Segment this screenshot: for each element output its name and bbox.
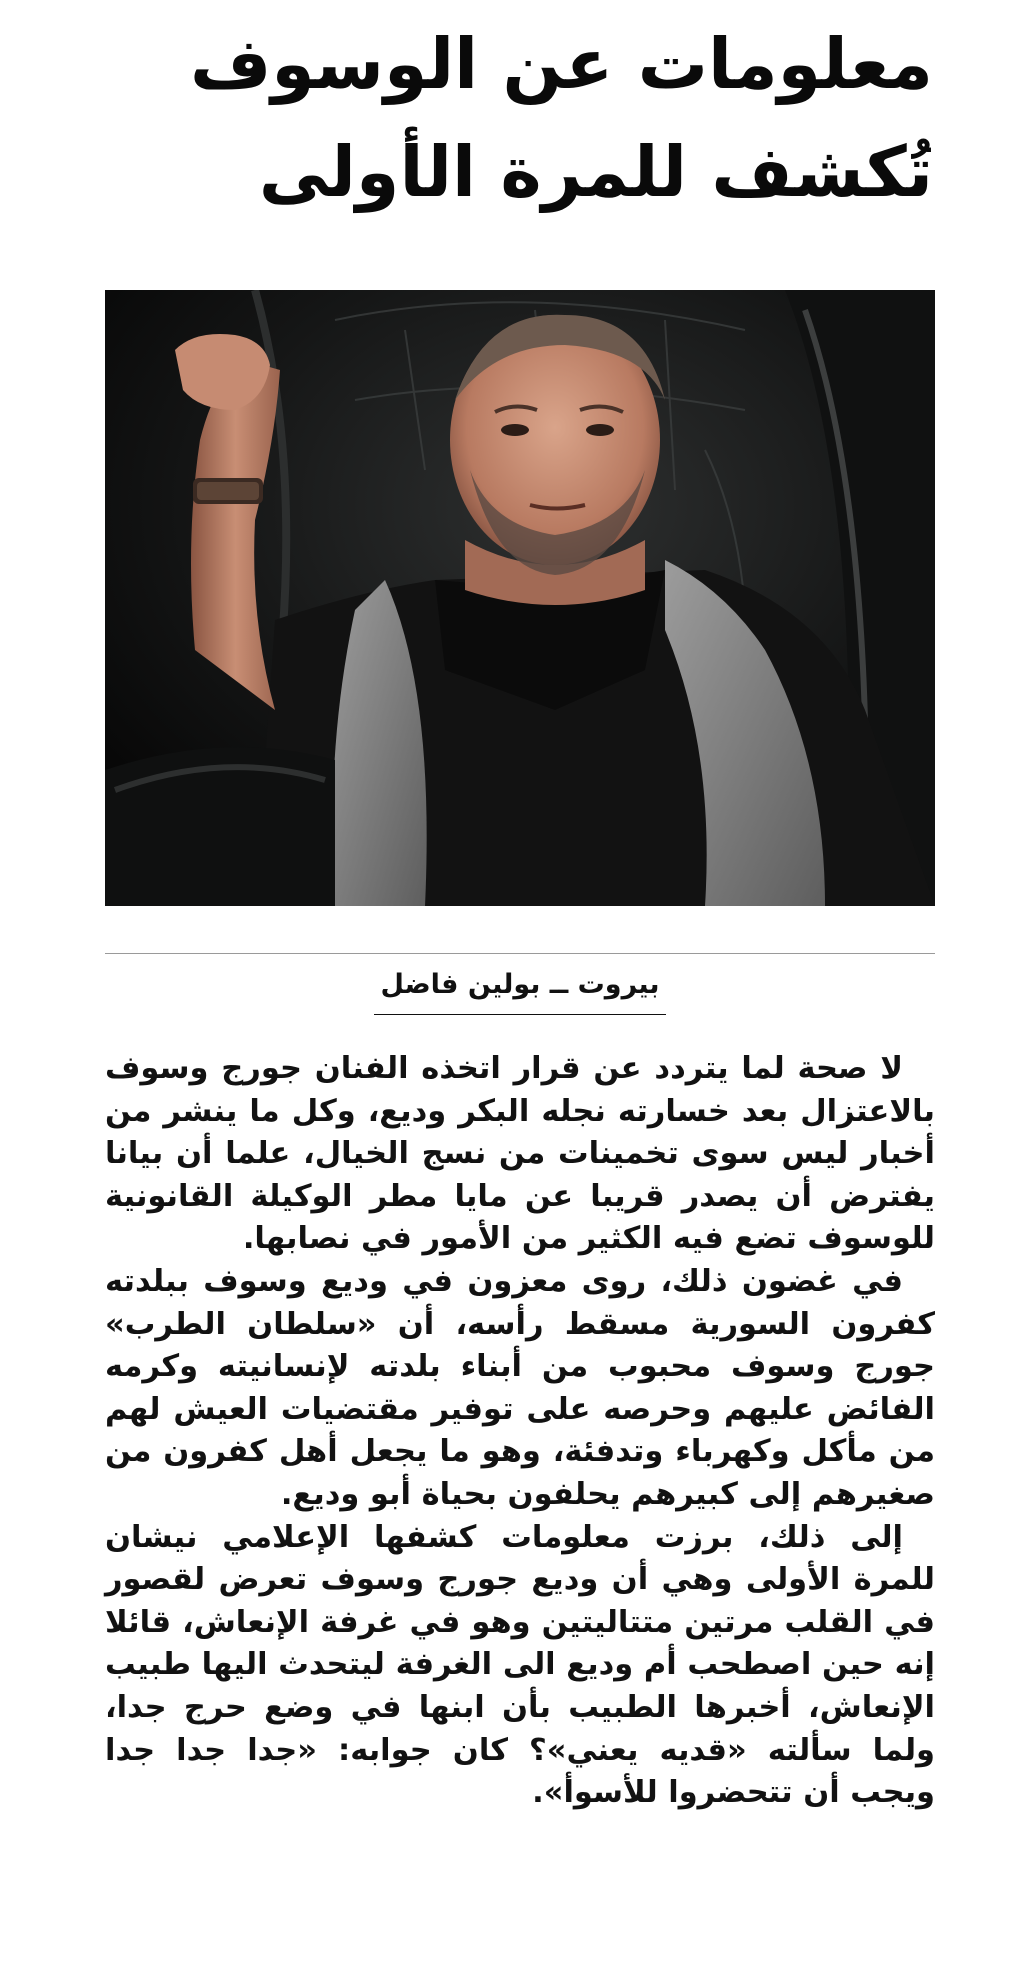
headline-line-2: تُكشف للمرة الأولى	[258, 131, 933, 213]
paragraph-3: إلى ذلك، برزت معلومات كشفها الإعلامي نيشان للمرة الأولى وهي أن وديع جورج وسوف تعرض لقصور في القلب مرتين متتاليتين وهو في غرفة الإنعاش، قائلا إنه حين اصطحب أم وديع الى الغرفة ليتحدث اليها طبيب الإنعاش، أخبرها الطبيب بأن ابنها في وضع حرج جدا، ولما سألته «قديه يعني»؟ كان جوابه: «جدا جدا جدا ويجب أن تتحضروا للأسوأ».	[105, 1519, 935, 1811]
separator-rule	[105, 953, 935, 954]
article-body	[105, 1048, 935, 1815]
paragraph-2: في غضون ذلك، روى معزون في وديع وسوف ببلدته كفرون السورية مسقط رأسه، أن «سلطان الطرب» جورج وسوف محبوب من أبناء بلدته لإنسانيته وكرمه الفائض عليهم وحرصه على توفير مقتضيات العيش لهم من مأكل وكهرباء وتدفئة، وهو ما يجعل أهل كفرون من صغيرهم إلى كبيرهم يحلفون بحياة أبو وديع.	[105, 1263, 935, 1512]
byline-text: بيروت ــ بولين فاضل	[374, 962, 665, 1015]
byline	[105, 962, 935, 1015]
portrait-photo-icon	[105, 290, 935, 906]
paragraph-1: لا صحة لما يتردد عن قرار اتخذه الفنان جورج وسوف بالاعتزال بعد خسارته نجله البكر وديع، وكل ما ينشر من أخبار ليس سوى تخمينات من نسج الخيال، علما أن بيانا يفترض أن يصدر قريبا عن مايا مطر الوكيلة القانونية للوسوف تضع فيه الكثير من الأمور في نصابها.	[105, 1051, 935, 1257]
headline	[73, 10, 933, 226]
article-photo	[105, 290, 935, 906]
headline-line-1: معلومات عن الوسوف	[189, 23, 933, 105]
